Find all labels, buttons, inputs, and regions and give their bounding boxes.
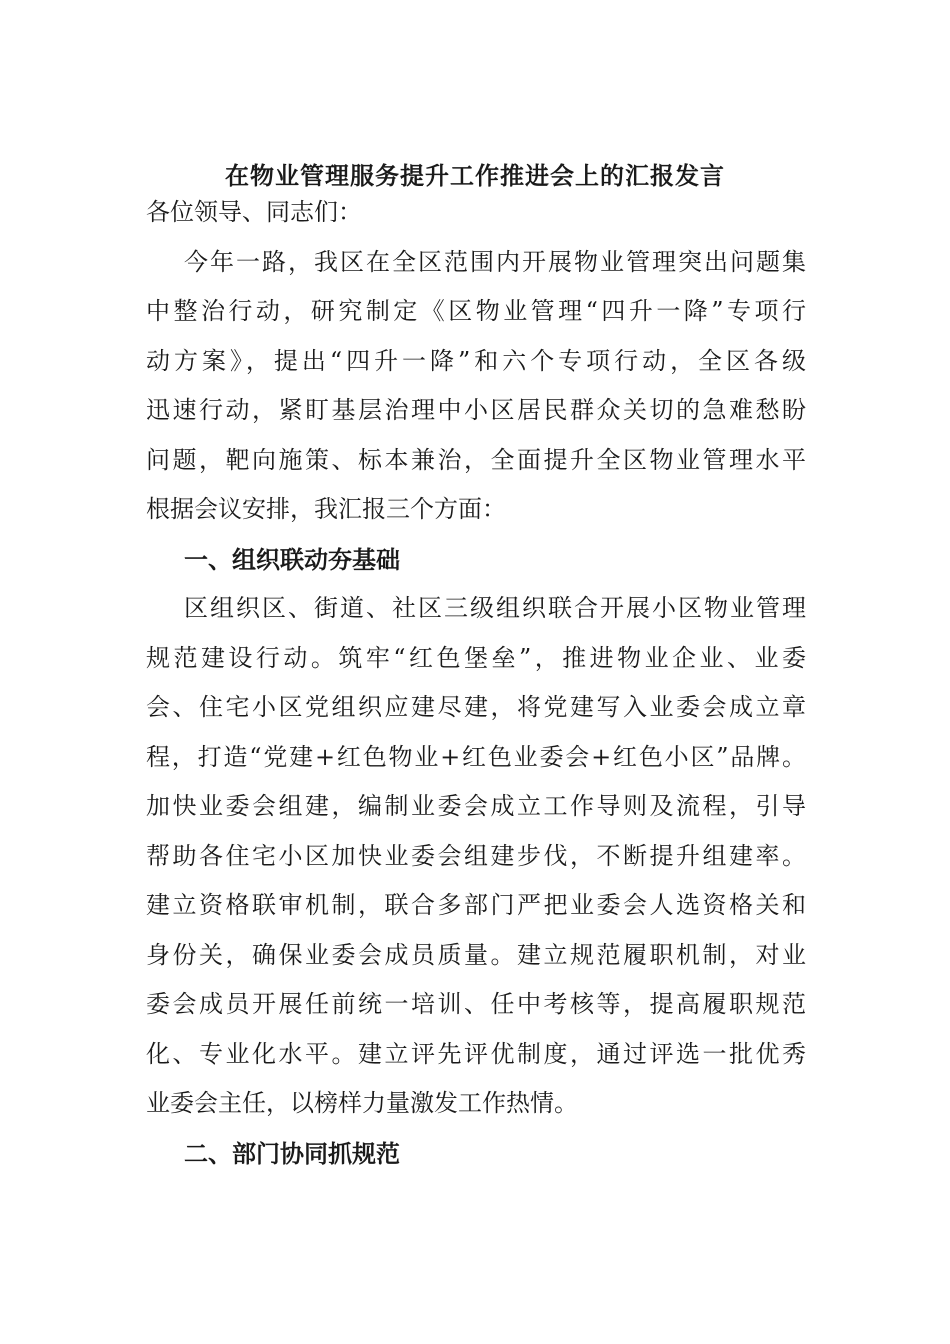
salutation: 各位领导、同志们： bbox=[146, 198, 362, 226]
paragraph-line: 化、专业化水平。建立评先评优制度，通过评选一批优秀 bbox=[146, 1039, 806, 1068]
paragraph-line: 中整治行动，研究制定《区物业管理“四升一降”专项行 bbox=[146, 297, 806, 325]
document-body bbox=[146, 188, 806, 1178]
paragraph-line: 帮助各住宅小区加快业委会组建步伐，不断提升组建率。 bbox=[146, 841, 806, 870]
paragraph-line: 迅速行动，紧盯基层治理中小区居民群众关切的急难愁盼 bbox=[146, 396, 806, 424]
paragraph-line: 问题，靶向施策、标本兼治，全面提升全区物业管理水平 bbox=[146, 445, 806, 474]
paragraph-line: 建立资格联审机制，联合多部门严把业委会人选资格关和 bbox=[146, 891, 806, 919]
document-title: 在物业管理服务提升工作推进会上的汇报发言 bbox=[225, 161, 725, 190]
paragraph-line: 区组织区、街道、社区三级组织联合开展小区物业管理 bbox=[184, 594, 806, 622]
paragraph-line: 业委会主任，以榜样力量激发工作热情。 bbox=[146, 1089, 578, 1117]
section-heading-2: 二、部门协同抓规范 bbox=[184, 1138, 400, 1168]
paragraph-section-1 bbox=[146, 584, 806, 1129]
paragraph-intro bbox=[146, 238, 806, 535]
paragraph-line: 身份关，确保业委会成员质量。建立规范履职机制，对业 bbox=[146, 940, 806, 969]
paragraph-line: 规范建设行动。筑牢“红色堡垒”，推进物业企业、业委 bbox=[146, 643, 806, 672]
paragraph-line: 委会成员开展任前统一培训、任中考核等，提高履职规范 bbox=[146, 990, 806, 1018]
paragraph-line: 程，打造“党建+红色物业+红色业委会+红色小区”品牌。 bbox=[146, 742, 806, 771]
section-heading-1: 一、组织联动夯基础 bbox=[184, 544, 400, 574]
paragraph-line: 会、住宅小区党组织应建尽建，将党建写入业委会成立章 bbox=[146, 693, 806, 721]
paragraph-line: 动方案》，提出“四升一降”和六个专项行动，全区各级 bbox=[146, 346, 806, 375]
paragraph-line: 加快业委会组建，编制业委会成立工作导则及流程，引导 bbox=[146, 792, 806, 820]
paragraph-line: 根据会议安排，我汇报三个方面： bbox=[146, 495, 506, 523]
paragraph-line: 今年一路，我区在全区范围内开展物业管理突出问题集 bbox=[184, 247, 806, 276]
